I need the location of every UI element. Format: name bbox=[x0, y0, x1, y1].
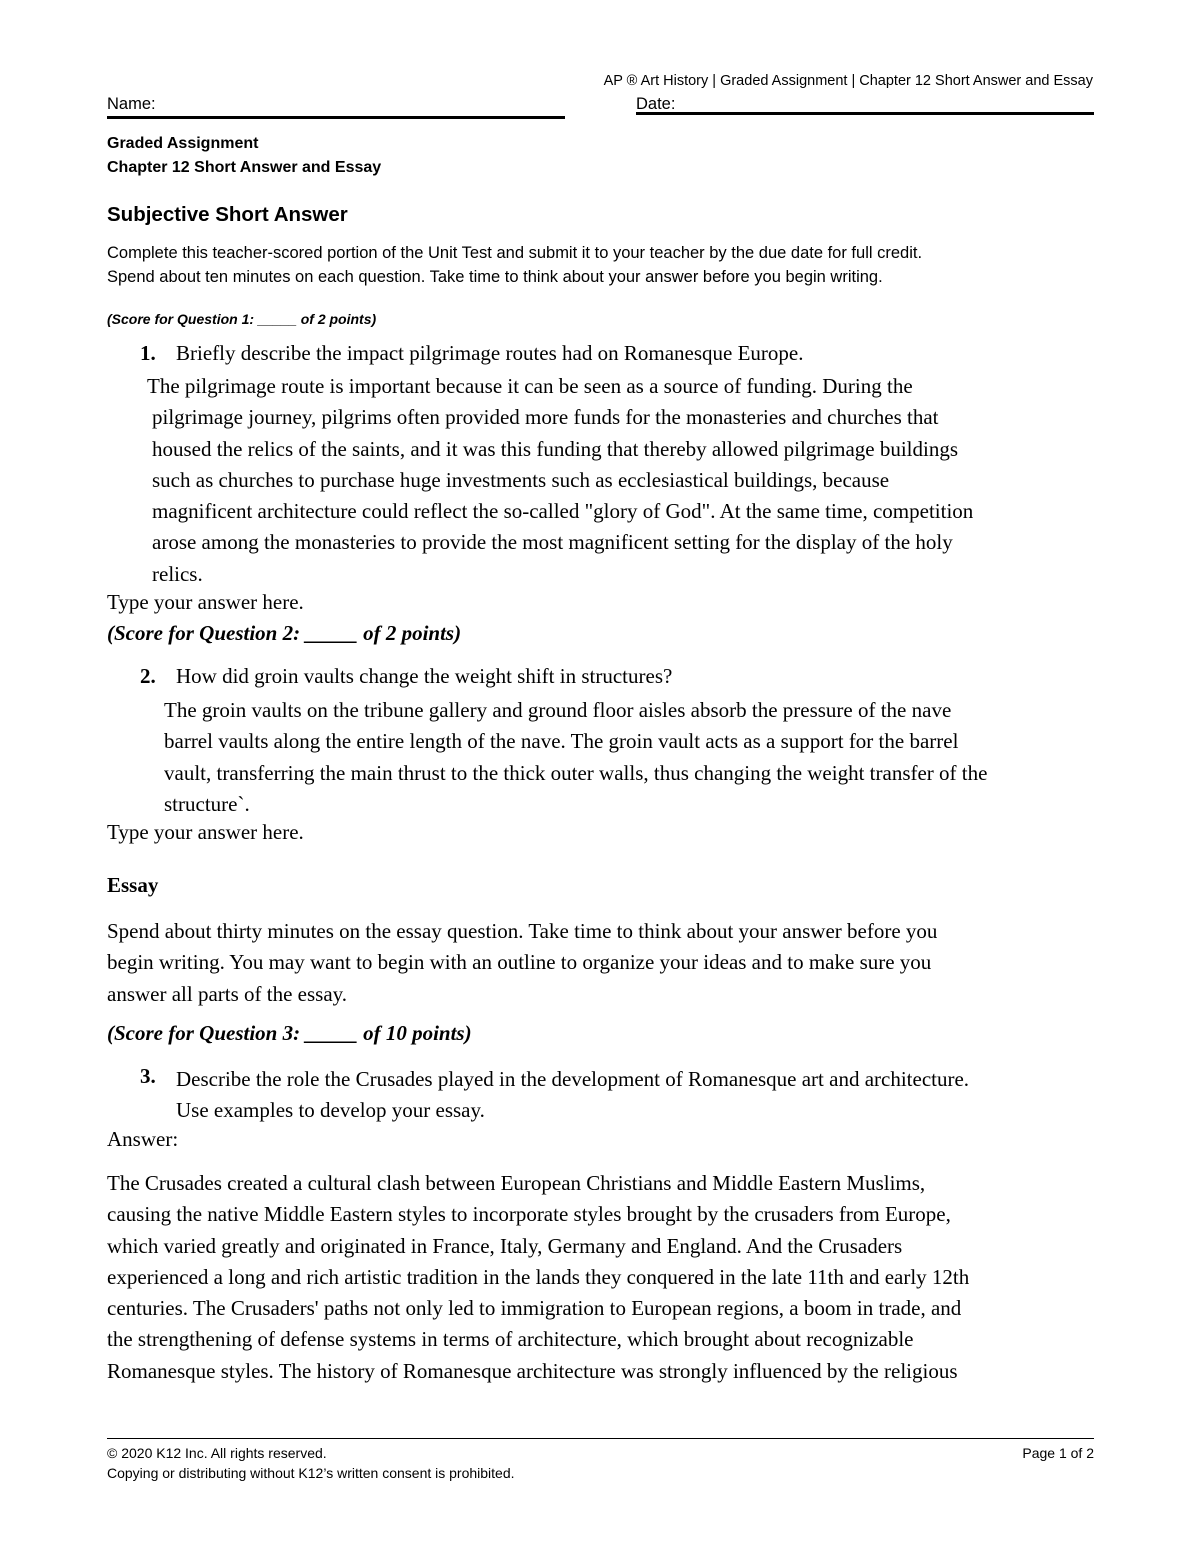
answer-line: barrel vaults along the entire length of the nave. The groin vault acts as a support for the barrel bbox=[164, 729, 959, 754]
answer-line: the strengthening of defense systems in terms of architecture, which brought about recognizable bbox=[107, 1327, 914, 1352]
q2-answer[interactable] bbox=[164, 695, 1104, 820]
q3-score: (Score for Question 3: _____ of 10 points) bbox=[107, 1021, 472, 1045]
answer-line: Romanesque styles. The history of Romanesque architecture was strongly influenced by the religious bbox=[107, 1358, 958, 1383]
answer-line: pilgrimage journey, pilgrims often provided more funds for the monasteries and churches that bbox=[152, 405, 939, 430]
answer-line: which varied greatly and originated in France, Italy, Germany and England. And the Crusaders bbox=[107, 1233, 903, 1258]
q3-number: 3. bbox=[140, 1064, 156, 1088]
q2-score: (Score for Question 2: _____ of 2 points) bbox=[107, 621, 462, 645]
footer-copyright: © 2020 K12 Inc. All rights reserved. bbox=[107, 1445, 327, 1461]
title-line-1: Graded Assignment bbox=[107, 135, 259, 152]
answer-line: centuries. The Crusaders' paths not only led to immigration to European regions, a boom in trade, and bbox=[107, 1296, 962, 1321]
instruction-line: begin writing. You may want to begin with an outline to organize your ideas and to make sure you bbox=[107, 950, 932, 975]
date-line[interactable] bbox=[636, 112, 1094, 115]
q3-answer-label: Answer: bbox=[107, 1127, 179, 1151]
section-heading-short-answer: Subjective Short Answer bbox=[107, 203, 348, 226]
q1-prompt: Briefly describe the impact pilgrimage routes had on Romanesque Europe. bbox=[176, 341, 804, 365]
short-answer-instructions bbox=[107, 241, 922, 289]
answer-line: The Crusades created a cultural clash between European Christians and Middle Eastern Muslims, bbox=[107, 1171, 926, 1195]
q2-number: 2. bbox=[140, 664, 156, 688]
answer-line: The groin vaults on the tribune gallery and ground floor aisles absorb the pressure of the nave bbox=[164, 698, 952, 722]
answer-line: such as churches to purchase huge investments such as ecclesiastical buildings, because bbox=[152, 467, 890, 492]
answer-line: experienced a long and rich artistic tradition in the lands they conquered in the late 11th and early 12th bbox=[107, 1264, 970, 1289]
q3-answer[interactable] bbox=[107, 1168, 1097, 1387]
answer-line: arose among the monasteries to provide the most magnificent setting for the display of the holy bbox=[152, 530, 953, 555]
section-heading-essay: Essay bbox=[107, 873, 159, 897]
instruction-line: Complete this teacher-scored portion of the Unit Test and submit it to your teacher by the due date for full credit. bbox=[107, 244, 923, 262]
answer-line: vault, transferring the main thrust to the thick outer walls, thus changing the weight transfer of the bbox=[164, 760, 988, 785]
q1-number: 1. bbox=[140, 341, 156, 365]
q1-score: (Score for Question 1: _____ of 2 points) bbox=[107, 311, 377, 327]
instruction-line: answer all parts of the essay. bbox=[107, 981, 348, 1006]
q1-answer[interactable] bbox=[147, 371, 1107, 590]
date-label: Date: bbox=[636, 95, 676, 113]
document-title bbox=[107, 132, 381, 180]
essay-instructions bbox=[107, 916, 1097, 1010]
answer-line: housed the relics of the saints, and it was this funding that thereby allowed pilgrimage buildings bbox=[152, 436, 959, 461]
q2-placeholder[interactable]: Type your answer here. bbox=[107, 820, 304, 844]
page-number: Page 1 of 2 bbox=[1022, 1445, 1094, 1461]
answer-line: magnificent architecture could reflect the so-called "glory of God". At the same time, competition bbox=[152, 499, 974, 524]
q3-prompt bbox=[176, 1064, 1096, 1127]
prompt-line: Describe the role the Crusades played in the development of Romanesque art and architecture. bbox=[176, 1067, 970, 1091]
q2-prompt: How did groin vaults change the weight shift in structures? bbox=[176, 664, 673, 688]
q1-placeholder[interactable]: Type your answer here. bbox=[107, 590, 304, 614]
instruction-line: Spend about ten minutes on each question. Take time to think about your answer before you begin writing. bbox=[107, 268, 883, 286]
title-line-2: Chapter 12 Short Answer and Essay bbox=[107, 159, 382, 176]
answer-line: relics. bbox=[152, 561, 203, 586]
name-line[interactable] bbox=[107, 116, 565, 119]
answer-line: structure`. bbox=[164, 791, 250, 816]
course-header: AP ® Art History | Graded Assignment | Chapter 12 Short Answer and Essay bbox=[603, 73, 1093, 89]
name-label: Name: bbox=[107, 95, 156, 113]
prompt-line: Use examples to develop your essay. bbox=[176, 1098, 485, 1123]
footer-notice: Copying or distributing without K12’s written consent is prohibited. bbox=[107, 1465, 515, 1481]
footer-divider bbox=[107, 1438, 1094, 1439]
instruction-line: Spend about thirty minutes on the essay question. Take time to think about your answer before you bbox=[107, 919, 938, 943]
answer-line: causing the native Middle Eastern styles to incorporate styles brought by the crusaders from Europe, bbox=[107, 1202, 951, 1227]
answer-line: The pilgrimage route is important because it can be seen as a source of funding. During the bbox=[147, 374, 913, 398]
